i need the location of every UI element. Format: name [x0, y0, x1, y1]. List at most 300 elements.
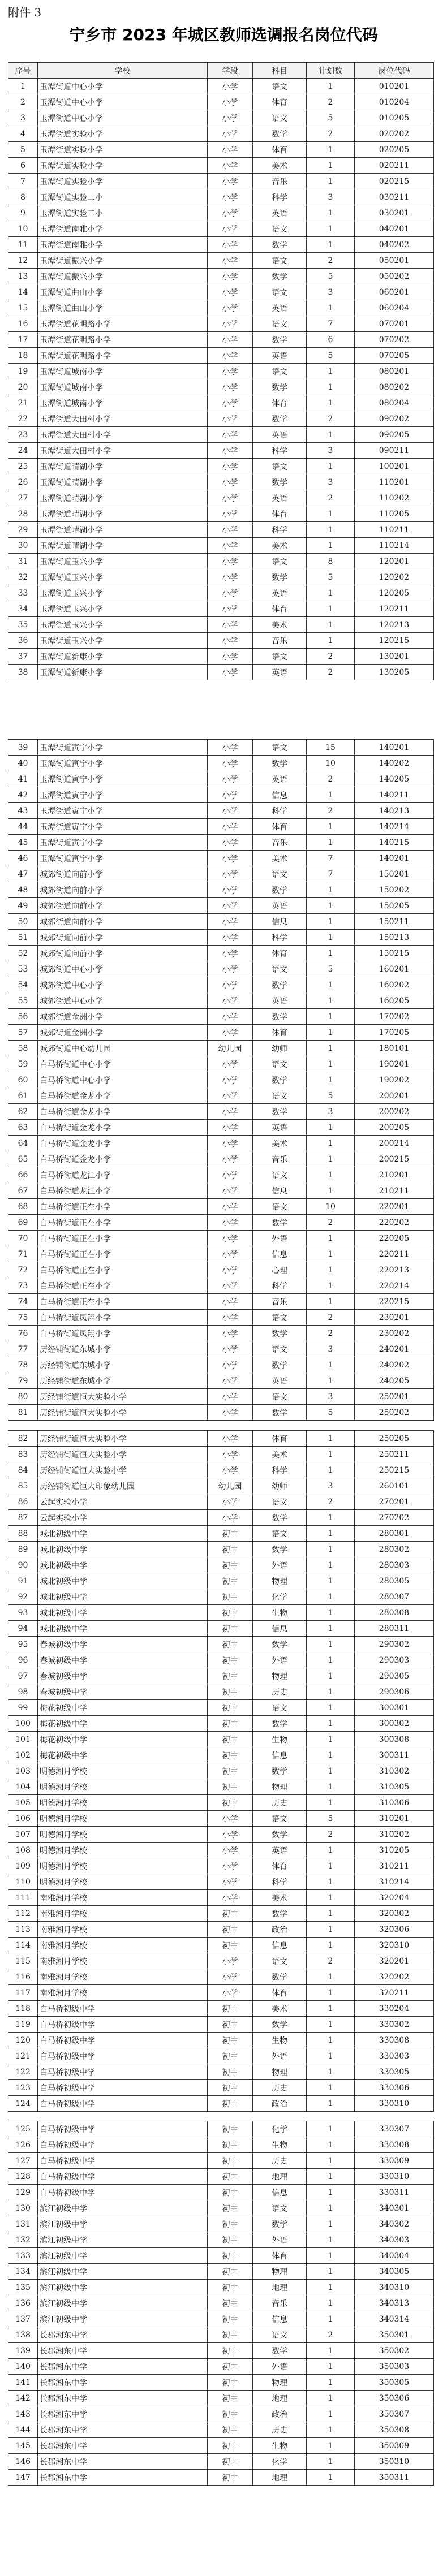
cell-quota: 1	[307, 617, 355, 633]
cell-code: 220214	[355, 1278, 434, 1294]
cell-level: 初中	[208, 2391, 253, 2406]
cell-code: 120201	[355, 554, 434, 569]
cell-school: 玉潭街道晴湖小学	[38, 506, 208, 522]
cell-subject: 语文	[253, 1310, 307, 1326]
table-row	[8, 379, 434, 395]
cell-school: 城郊街道中心小学	[38, 977, 208, 993]
cell-school: 玉潭街道城南小学	[38, 379, 208, 395]
cell-code: 070205	[355, 348, 434, 364]
table-row	[8, 819, 434, 835]
cell-school: 玉潭街道花明路小学	[38, 332, 208, 348]
cell-no: 88	[8, 1526, 38, 1542]
cell-level: 小学	[208, 946, 253, 961]
table-row	[8, 94, 434, 110]
cell-level: 初中	[208, 2001, 253, 2017]
cell-code: 280303	[355, 1557, 434, 1573]
cell-quota: 1	[307, 522, 355, 538]
cell-level: 初中	[208, 1906, 253, 1922]
cell-quota: 1	[307, 1278, 355, 1294]
cell-subject: 数学	[253, 756, 307, 771]
cell-level: 小学	[208, 348, 253, 364]
cell-quota: 1	[307, 1969, 355, 1985]
cell-subject: 语文	[253, 1811, 307, 1827]
cell-code: 080201	[355, 364, 434, 379]
cell-school: 长郡湘东中学	[38, 2454, 208, 2470]
cell-no: 68	[8, 1199, 38, 1215]
cell-level: 初中	[208, 2327, 253, 2343]
cell-level: 初中	[208, 2359, 253, 2375]
cell-code: 020202	[355, 126, 434, 142]
cell-school: 春城初级中学	[38, 1684, 208, 1700]
table-row	[8, 2375, 434, 2391]
table-row	[8, 1510, 434, 1526]
cell-code: 110214	[355, 538, 434, 554]
cell-no: 63	[8, 1120, 38, 1136]
cell-quota: 1	[307, 205, 355, 221]
cell-no: 41	[8, 771, 38, 787]
table-row	[8, 2422, 434, 2438]
cell-quota: 7	[307, 866, 355, 882]
cell-code: 160201	[355, 961, 434, 977]
cell-quota: 2	[307, 1310, 355, 1326]
cell-school: 白马桥街道金龙小学	[38, 1136, 208, 1151]
cell-code: 110202	[355, 490, 434, 506]
table-row	[8, 977, 434, 993]
cell-school: 梅花初级中学	[38, 1716, 208, 1732]
cell-quota: 5	[307, 569, 355, 585]
cell-school: 历经铺街道恒大印象幼儿园	[38, 1478, 208, 1494]
cell-no: 134	[8, 2264, 38, 2280]
cell-code: 010204	[355, 94, 434, 110]
cell-subject: 数学	[253, 1357, 307, 1373]
table-row	[8, 538, 434, 554]
cell-quota: 1	[307, 2216, 355, 2232]
cell-no: 85	[8, 1478, 38, 1494]
cell-subject: 音乐	[253, 1294, 307, 1310]
table-row	[8, 1310, 434, 1326]
cell-no: 8	[8, 189, 38, 205]
cell-no: 145	[8, 2438, 38, 2454]
cell-level: 初中	[208, 1779, 253, 1795]
cell-subject: 英语	[253, 898, 307, 914]
table-row	[8, 2048, 434, 2064]
cell-code: 230202	[355, 1326, 434, 1341]
cell-level: 初中	[208, 2185, 253, 2200]
cell-school: 滨江初级中学	[38, 2280, 208, 2295]
cell-school: 玉潭街道实验二小	[38, 205, 208, 221]
cell-code: 300301	[355, 1700, 434, 1716]
cell-code: 280308	[355, 1605, 434, 1621]
table-row	[8, 1827, 434, 1843]
table-row	[8, 1542, 434, 1557]
cell-subject: 科学	[253, 1874, 307, 1890]
header-level: 学段	[208, 63, 253, 79]
cell-level: 小学	[208, 740, 253, 756]
cell-no: 79	[8, 1373, 38, 1389]
cell-quota: 1	[307, 1294, 355, 1310]
cell-school: 梅花初级中学	[38, 1700, 208, 1716]
cell-code: 280302	[355, 1542, 434, 1557]
cell-level: 小学	[208, 1199, 253, 1215]
cell-code: 140205	[355, 771, 434, 787]
table-row	[8, 1573, 434, 1589]
cell-subject: 语文	[253, 1341, 307, 1357]
cell-code: 120205	[355, 585, 434, 601]
cell-school: 玉潭街道实验小学	[38, 142, 208, 158]
table-row	[8, 1938, 434, 1953]
cell-no: 107	[8, 1827, 38, 1843]
table-row	[8, 930, 434, 946]
table-row	[8, 522, 434, 538]
cell-level: 小学	[208, 205, 253, 221]
cell-quota: 1	[307, 2280, 355, 2295]
cell-quota: 1	[307, 2248, 355, 2264]
cell-level: 小学	[208, 898, 253, 914]
cell-school: 城郊街道中心小学	[38, 993, 208, 1009]
table-header-row	[8, 63, 434, 79]
cell-subject: 生物	[253, 2137, 307, 2153]
cell-no: 123	[8, 2080, 38, 2096]
cell-code: 140211	[355, 787, 434, 803]
cell-level: 初中	[208, 1716, 253, 1732]
cell-no: 96	[8, 1652, 38, 1668]
cell-code: 120215	[355, 633, 434, 649]
cell-subject: 外语	[253, 2359, 307, 2375]
cell-quota: 1	[307, 2048, 355, 2064]
cell-no: 72	[8, 1262, 38, 1278]
cell-code: 060201	[355, 284, 434, 300]
table-row	[8, 993, 434, 1009]
cell-code: 090202	[355, 411, 434, 427]
cell-no: 2	[8, 94, 38, 110]
cell-quota: 1	[307, 819, 355, 835]
cell-quota: 1	[307, 601, 355, 617]
cell-subject: 体育	[253, 1985, 307, 2001]
cell-level: 小学	[208, 1827, 253, 1843]
cell-level: 小学	[208, 1278, 253, 1294]
cell-school: 春城初级中学	[38, 1637, 208, 1652]
table-row	[8, 284, 434, 300]
cell-no: 57	[8, 1025, 38, 1041]
cell-code: 310305	[355, 1779, 434, 1795]
cell-school: 滨江初级中学	[38, 2311, 208, 2327]
cell-quota: 1	[307, 1637, 355, 1652]
cell-quota: 3	[307, 443, 355, 459]
cell-no: 66	[8, 1167, 38, 1183]
cell-school: 明德湘月学校	[38, 1811, 208, 1827]
cell-quota: 1	[307, 898, 355, 914]
positions-table-part-2	[8, 739, 434, 1421]
cell-subject: 数学	[253, 1510, 307, 1526]
cell-quota: 1	[307, 1747, 355, 1763]
cell-quota: 1	[307, 2438, 355, 2454]
table-row	[8, 2264, 434, 2280]
cell-subject: 数学	[253, 2017, 307, 2033]
cell-school: 玉潭街道玉兴小学	[38, 569, 208, 585]
cell-no: 21	[8, 395, 38, 411]
table-row	[8, 1700, 434, 1716]
cell-subject: 体育	[253, 1431, 307, 1447]
cell-code: 290306	[355, 1684, 434, 1700]
cell-level: 初中	[208, 2216, 253, 2232]
table-row	[8, 411, 434, 427]
cell-subject: 语文	[253, 1700, 307, 1716]
table-row	[8, 1326, 434, 1341]
cell-code: 350305	[355, 2375, 434, 2391]
cell-subject: 信息	[253, 1246, 307, 1262]
cell-quota: 5	[307, 348, 355, 364]
cell-no: 99	[8, 1700, 38, 1716]
cell-subject: 信息	[253, 914, 307, 930]
cell-subject: 数学	[253, 269, 307, 284]
cell-school: 春城初级中学	[38, 1652, 208, 1668]
cell-school: 明德湘月学校	[38, 1843, 208, 1858]
cell-subject: 科学	[253, 803, 307, 819]
cell-school: 玉潭街道寅宁小学	[38, 787, 208, 803]
cell-code: 120202	[355, 569, 434, 585]
table-row	[8, 1183, 434, 1199]
cell-level: 初中	[208, 1684, 253, 1700]
cell-level: 小学	[208, 1447, 253, 1462]
cell-quota: 1	[307, 1183, 355, 1199]
cell-quota: 1	[307, 2169, 355, 2185]
cell-no: 111	[8, 1890, 38, 1906]
cell-school: 玉潭街道振兴小学	[38, 269, 208, 284]
cell-subject: 政治	[253, 2406, 307, 2422]
table-row	[8, 443, 434, 459]
table-row	[8, 1763, 434, 1779]
cell-level: 小学	[208, 1294, 253, 1310]
cell-subject: 语文	[253, 110, 307, 126]
cell-quota: 1	[307, 1167, 355, 1183]
cell-code: 320302	[355, 1906, 434, 1922]
cell-school: 长郡湘东中学	[38, 2422, 208, 2438]
cell-subject: 体育	[253, 506, 307, 522]
cell-quota: 1	[307, 2153, 355, 2169]
cell-no: 87	[8, 1510, 38, 1526]
cell-code: 080204	[355, 395, 434, 411]
cell-no: 69	[8, 1215, 38, 1231]
cell-code: 220202	[355, 1215, 434, 1231]
cell-code: 330309	[355, 2153, 434, 2169]
cell-no: 23	[8, 427, 38, 443]
table-row	[8, 110, 434, 126]
cell-code: 140201	[355, 740, 434, 756]
cell-subject: 外语	[253, 1231, 307, 1246]
cell-level: 小学	[208, 1088, 253, 1104]
cell-code: 130205	[355, 665, 434, 680]
cell-no: 35	[8, 617, 38, 633]
cell-code: 150202	[355, 882, 434, 898]
cell-school: 梅花初级中学	[38, 1747, 208, 1763]
table-row	[8, 1462, 434, 1478]
cell-no: 74	[8, 1294, 38, 1310]
cell-school: 历经铺街道恒大实验小学	[38, 1447, 208, 1462]
cell-level: 小学	[208, 993, 253, 1009]
cell-school: 玉潭街道南雅小学	[38, 237, 208, 253]
cell-code: 120213	[355, 617, 434, 633]
cell-school: 长郡湘东中学	[38, 2327, 208, 2343]
cell-code: 350311	[355, 2470, 434, 2486]
table-row	[8, 158, 434, 174]
cell-no: 64	[8, 1136, 38, 1151]
cell-no: 39	[8, 740, 38, 756]
header-quota: 计划数	[307, 63, 355, 79]
cell-code: 200201	[355, 1088, 434, 1104]
cell-quota: 1	[307, 2064, 355, 2080]
cell-subject: 美术	[253, 617, 307, 633]
cell-level: 初中	[208, 1747, 253, 1763]
cell-subject: 数学	[253, 126, 307, 142]
cell-no: 33	[8, 585, 38, 601]
cell-code: 340301	[355, 2200, 434, 2216]
cell-level: 小学	[208, 1843, 253, 1858]
cell-code: 300308	[355, 1732, 434, 1747]
cell-level: 小学	[208, 1890, 253, 1906]
cell-school: 白马桥街道正在小学	[38, 1262, 208, 1278]
cell-quota: 2	[307, 411, 355, 427]
table-row	[8, 316, 434, 332]
cell-level: 小学	[208, 1183, 253, 1199]
cell-quota: 1	[307, 1874, 355, 1890]
cell-level: 初中	[208, 1542, 253, 1557]
cell-subject: 体育	[253, 2248, 307, 2264]
table-row	[8, 205, 434, 221]
cell-school: 城郊街道向前小学	[38, 946, 208, 961]
cell-no: 59	[8, 1056, 38, 1072]
cell-school: 城北初级中学	[38, 1621, 208, 1637]
table-row	[8, 1811, 434, 1827]
cell-subject: 信息	[253, 2311, 307, 2327]
cell-school: 玉潭街道寅宁小学	[38, 835, 208, 851]
cell-subject: 信息	[253, 1747, 307, 1763]
cell-code: 220201	[355, 1199, 434, 1215]
table-row	[8, 946, 434, 961]
cell-level: 初中	[208, 1795, 253, 1811]
cell-no: 108	[8, 1843, 38, 1858]
cell-no: 94	[8, 1621, 38, 1637]
cell-no: 113	[8, 1922, 38, 1938]
cell-code: 120211	[355, 601, 434, 617]
table-row	[8, 2121, 434, 2137]
table-row	[8, 914, 434, 930]
cell-quota: 1	[307, 2375, 355, 2391]
cell-subject: 语文	[253, 1056, 307, 1072]
cell-school: 玉潭街道寅宁小学	[38, 771, 208, 787]
cell-level: 小学	[208, 142, 253, 158]
cell-quota: 1	[307, 1072, 355, 1088]
cell-subject: 英语	[253, 427, 307, 443]
cell-quota: 1	[307, 787, 355, 803]
cell-school: 玉潭街道城南小学	[38, 395, 208, 411]
cell-school: 城郊街道金洲小学	[38, 1025, 208, 1041]
cell-code: 280307	[355, 1589, 434, 1605]
cell-subject: 数学	[253, 1542, 307, 1557]
cell-quota: 1	[307, 2359, 355, 2375]
cell-no: 117	[8, 1985, 38, 2001]
cell-code: 090205	[355, 427, 434, 443]
cell-level: 小学	[208, 866, 253, 882]
cell-level: 小学	[208, 1874, 253, 1890]
cell-quota: 10	[307, 1199, 355, 1215]
cell-code: 250201	[355, 1389, 434, 1405]
cell-level: 小学	[208, 914, 253, 930]
cell-no: 80	[8, 1389, 38, 1405]
cell-code: 010201	[355, 79, 434, 94]
cell-no: 127	[8, 2153, 38, 2169]
table-row	[8, 1088, 434, 1104]
cell-no: 132	[8, 2232, 38, 2248]
cell-quota: 1	[307, 1526, 355, 1542]
cell-subject: 物理	[253, 1779, 307, 1795]
cell-code: 060204	[355, 300, 434, 316]
table-row	[8, 554, 434, 569]
cell-code: 140201	[355, 851, 434, 866]
cell-quota: 5	[307, 269, 355, 284]
cell-subject: 美术	[253, 1136, 307, 1151]
cell-no: 17	[8, 332, 38, 348]
cell-code: 340302	[355, 2216, 434, 2232]
table-row	[8, 459, 434, 474]
cell-subject: 数学	[253, 569, 307, 585]
cell-subject: 体育	[253, 819, 307, 835]
cell-subject: 信息	[253, 787, 307, 803]
cell-code: 020211	[355, 158, 434, 174]
cell-subject: 美术	[253, 2001, 307, 2017]
cell-level: 小学	[208, 1510, 253, 1526]
cell-level: 小学	[208, 569, 253, 585]
cell-level: 小学	[208, 882, 253, 898]
cell-subject: 数学	[253, 1215, 307, 1231]
cell-quota: 2	[307, 649, 355, 665]
cell-no: 24	[8, 443, 38, 459]
cell-school: 南雅湘月学校	[38, 1969, 208, 1985]
cell-no: 44	[8, 819, 38, 835]
cell-school: 白马桥街道正在小学	[38, 1294, 208, 1310]
cell-subject: 地理	[253, 2391, 307, 2406]
cell-subject: 外语	[253, 2048, 307, 2064]
cell-quota: 1	[307, 2470, 355, 2486]
cell-code: 280301	[355, 1526, 434, 1542]
cell-level: 初中	[208, 2064, 253, 2080]
cell-quota: 1	[307, 1246, 355, 1262]
cell-level: 初中	[208, 2096, 253, 2112]
cell-school: 白马桥街道凤翔小学	[38, 1310, 208, 1326]
cell-level: 初中	[208, 2017, 253, 2033]
cell-code: 290303	[355, 1652, 434, 1668]
cell-level: 小学	[208, 851, 253, 866]
cell-subject: 科学	[253, 1278, 307, 1294]
table-row	[8, 1373, 434, 1389]
cell-school: 玉潭街道玉兴小学	[38, 633, 208, 649]
table-row	[8, 1104, 434, 1120]
cell-school: 玉潭街道新康小学	[38, 665, 208, 680]
cell-no: 3	[8, 110, 38, 126]
cell-quota: 1	[307, 977, 355, 993]
cell-code: 330307	[355, 2121, 434, 2137]
cell-subject: 地理	[253, 2280, 307, 2295]
cell-no: 125	[8, 2121, 38, 2137]
cell-level: 小学	[208, 237, 253, 253]
cell-code: 330204	[355, 2001, 434, 2017]
table-row	[8, 787, 434, 803]
cell-level: 初中	[208, 1700, 253, 1716]
cell-level: 初中	[208, 2248, 253, 2264]
cell-no: 51	[8, 930, 38, 946]
cell-no: 26	[8, 474, 38, 490]
cell-code: 320306	[355, 1922, 434, 1938]
cell-level: 小学	[208, 269, 253, 284]
